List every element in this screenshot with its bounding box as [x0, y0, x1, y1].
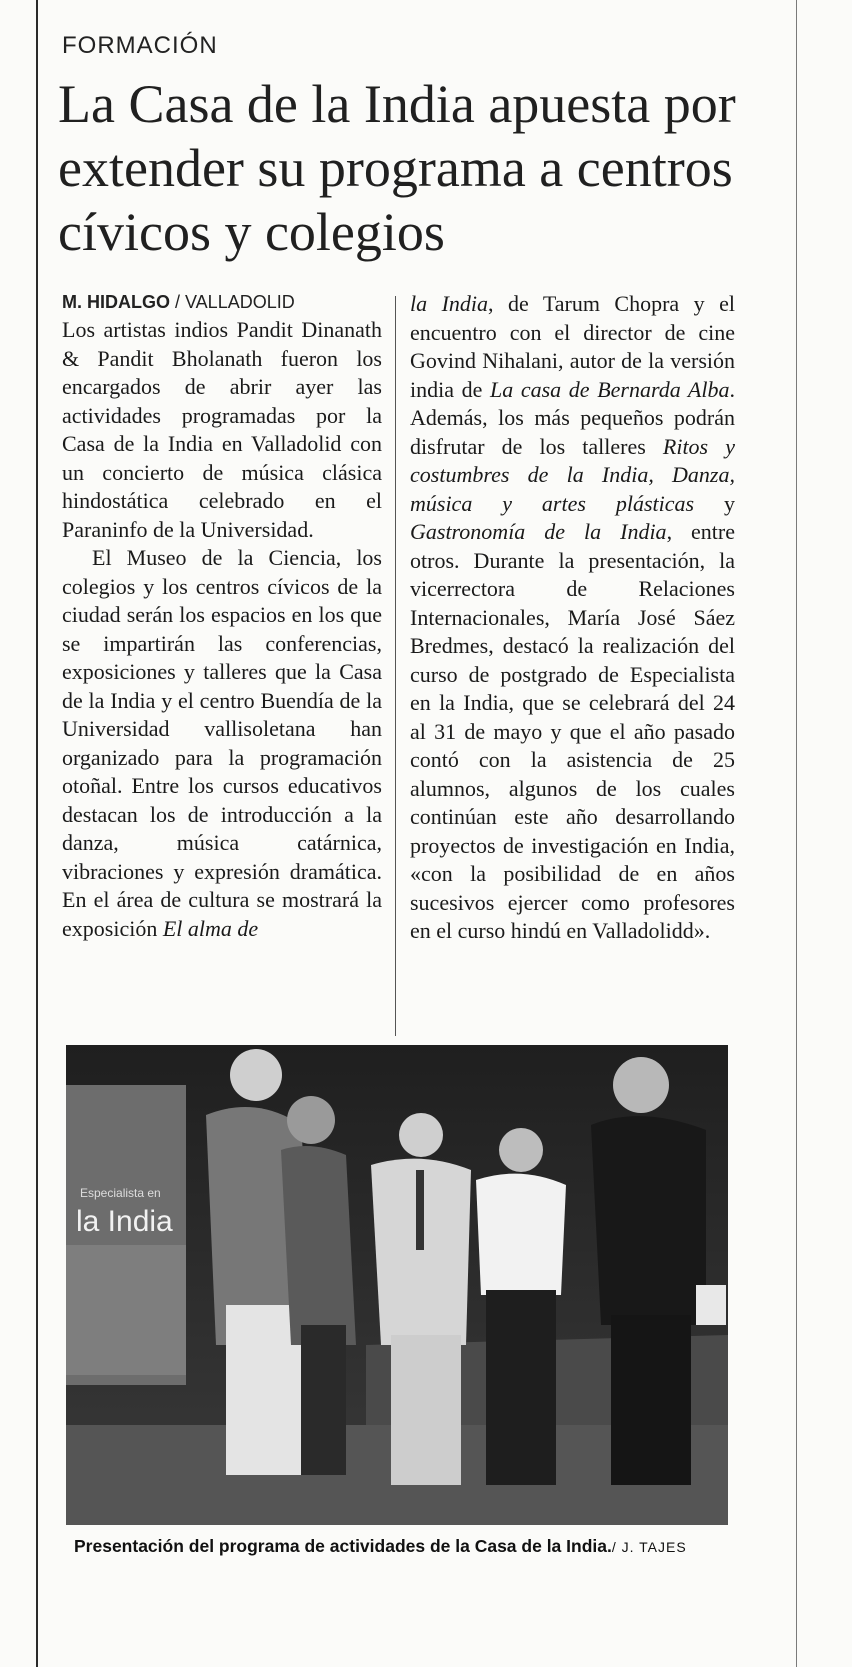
article-column-left: [62, 316, 382, 943]
banner-large-text: la India: [76, 1205, 173, 1238]
film-title: La casa de Bernarda Alba: [490, 376, 730, 402]
paragraph-1: Los artistas indios Pandit Dinanath & Pandit Bholanath fueron los encargados de abrir ayer las actividades programadas por la Casa de la India en Valladolid con un concierto de música clásica hindostática celebrado en el Paraninfo de la Universidad.: [62, 317, 382, 542]
text-run-1: , de Tarum Chopra y el encuentro con el director de cine Govind Nihalani, autor de la versión india de: [410, 291, 735, 402]
photo-caption: [74, 1536, 687, 1557]
workshop-titles: Ritos y costumbres de la India, Danza, música y artes plásticas: [410, 433, 735, 516]
column-separator: [395, 296, 396, 1036]
byline-location: / VALLADOLID: [170, 292, 295, 312]
headline: La Casa de la India apuesta por extender su programa a centros cívicos y colegios: [58, 74, 736, 262]
exhibition-title-part: El alma de: [162, 915, 259, 941]
article-column-right: [410, 290, 735, 946]
text-run-3: y: [694, 490, 735, 516]
photo-credit: / J. TAJES: [611, 1539, 687, 1555]
section-label: FORMACIÓN: [62, 32, 218, 59]
left-column-rule: [36, 0, 38, 1667]
caption-text: Presentación del programa de actividades de la Casa de la India.: [74, 1536, 612, 1556]
exhibition-title-end: la India: [410, 291, 489, 316]
banner-small-text: Especialista en: [80, 1186, 161, 1200]
byline-author: M. HIDALGO: [62, 292, 170, 312]
right-page-edge: [796, 0, 797, 1667]
paragraph-3: [410, 290, 735, 946]
paragraph-2: [62, 544, 382, 943]
text-run-2: . Además, los más pequeños podrán disfrutar de los talleres: [410, 376, 735, 459]
text-run-4: , entre otros. Durante la presentación, la vicerrectora de Relaciones Internacionales, María José Sáez Bredmes, destacó la realización del curso de postgrado de Especialista en la India, que se celebrará del 24 al 31 de mayo y que el año pasado contó con la asistencia de 25 alumnos, algunos de los cuales continúan este año desarrollando proyectos de investigación en India, «con la posibilidad de en años sucesivos ejercer como profesores en el curso hindú en Valladolidd».: [410, 519, 736, 943]
article-photo: [66, 1045, 728, 1525]
workshop-gastronomy: Gastronomía de la India: [410, 519, 667, 544]
person-4: [476, 1128, 566, 1485]
byline: [62, 292, 295, 313]
paragraph-2-text: El Museo de la Ciencia, los colegios y los centros cívicos de la ciudad serán los espacios en los que se impartirán las conferencias, exposiciones y talleres que la Casa de la India y el centro Buendía de la Universidad vallisoletana han organizado para la programación otoñal. Entre los cursos educativos destacan los de introducción a la danza, música catárnica, vibraciones y expresión dramática. En el área de cultura se mostrará la exposición: [62, 545, 382, 941]
photo-illustration: [66, 1045, 728, 1525]
